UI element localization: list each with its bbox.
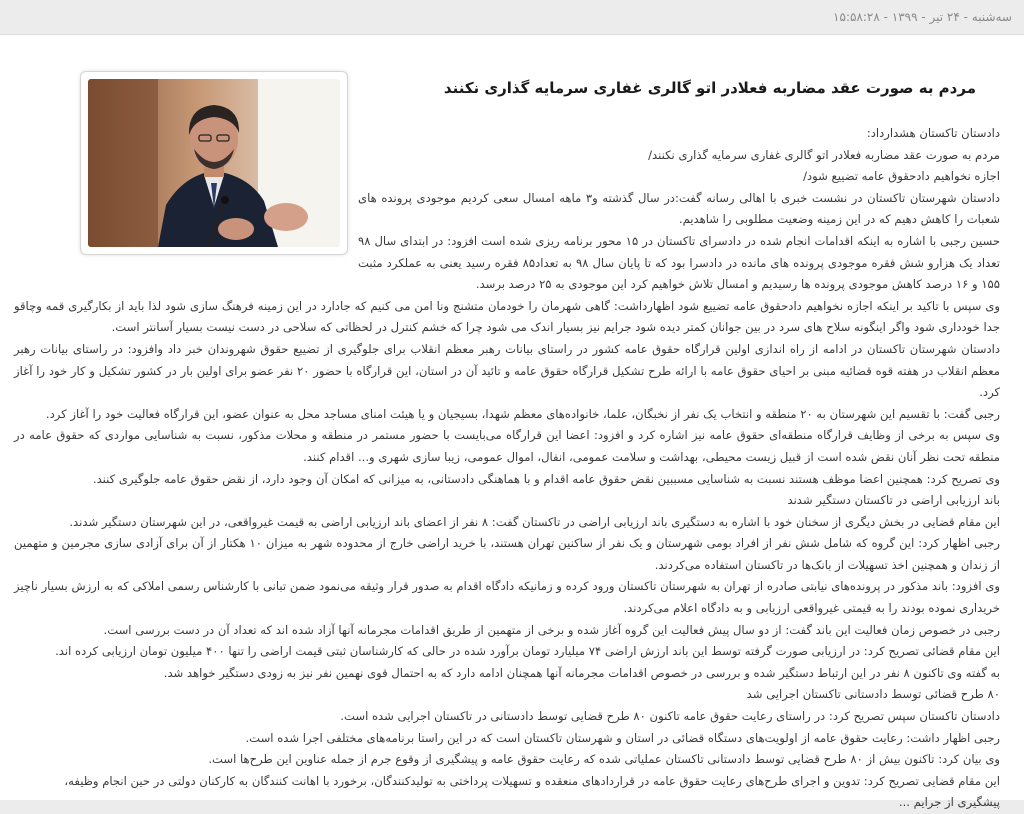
- article-card: [0, 34, 1024, 810]
- paragraph: وی بیان کرد: تاکنون بیش از ۸۰ طرح قضایی توسط دادستانی تاکستان عملیاتی شده که رعایت حقوق عامه و پیشگیری از وقوع جرم از جمله عناوین این طرح‌ها است.: [208, 752, 1000, 767]
- subheading: باند ارزیابی اراضی در تاکستان دستگیر شدند: [787, 493, 1000, 508]
- paragraph: پیشگیری از جرایم ...: [898, 795, 1000, 810]
- paragraph: وی سپس به برخی از وظایف قرارگاه منطقه‌ای حقوق عامه نیز اشاره کرد و افزود: اعضا این قرارگاه می‌بایست با حضور مستمر در منطقه و محلات مذکور، نسبت به شناسایی مواردی که حقوق عامه در منطقه تحت نظر آنان نقض شده است از قبیل زیست محیطی، بهداشت و سلامت عمومی، انفال، اموال عمومی، زیبا سازی شهری و... اقدام کنند.: [14, 428, 1000, 464]
- paragraph: وی افزود: باند مذکور در پرونده‌های نیابتی صادره از تهران به شهرستان تاکستان ورود کرده و زمانیکه دادگاه اقدام به صدور قرار وثیقه می‌نمود ضمن تبانی با کارشناس رسمی املاکی که به ارزش بسیار ناچیز خریداری نموده بودند را به قیمتی غیرواقعی ارزیابی و به دادگاه اعلام می‌کردند.: [14, 579, 1000, 616]
- paragraph: این مقام قضایی در بخش دیگری از سخنان خود با اشاره به دستگیری باند ارزیابی اراضی در تاکستان گفت: ۸ نفر از اعضای باند ارزیابی اراضی به قیمت غیرواقعی، در این شهرستان دستگیر شدند.: [69, 514, 1000, 529]
- paragraph: دادستان شهرستان تاکستان در نشست خبری با اهالی رسانه گفت:در سال گذشته و۳ ماهه امسال سعی کردیم موجودی پرونده های شعبات را کاهش دهیم که در این زمینه وضعیت مطلوبی را شاهدیم.: [358, 190, 1000, 227]
- paragraph: رجبی اظهار داشت: رعایت حقوق عامه از اولویت‌های دستگاه قضائی در استان و شهرستان تاکستان است که در این راستا برنامه‌های مختلفی اجرا شده است.: [245, 730, 1000, 745]
- subheading: ۸۰ طرح قضائی توسط دادستانی تاکستان اجرایی شد: [746, 687, 1000, 702]
- paragraph: وی تصریح کرد: همچنین اعضا موظف هستند نسبت به شناسایی مسببین نقض حقوق عامه اقدام و با هماهنگی دادستانی، به میزانی که امکان آن وجود دارد، از نقض حقوق عامه جلوگیری کنند.: [92, 471, 1000, 486]
- paragraph: دادستان تاکستان سپس تصریح کرد: در راستای رعایت حقوق عامه تاکنون ۸۰ طرح قضایی توسط دادستانی در تاکستان اجرایی شده است.: [340, 709, 1000, 724]
- date-bar: [0, 0, 1024, 34]
- paragraph: این مقام قضایی تصریح کرد: تدوین و اجرای طرح‌های رعایت حقوق عامه در قراردادهای منعقده و تسهیلات پرداختی به تولیدکنندگان، برخورد با اهانت کنندگان به کارکنان دولتی در حین انجام وظیفه،: [64, 773, 1000, 788]
- paragraph: اجازه نخواهیم دادحقوق عامه تضییع شود/: [803, 169, 1000, 184]
- paragraph: رجبی گفت: با تقسیم این شهرستان به ۲۰ منطقه و انتخاب یک نفر از نخبگان، علما، خانواده‌های معظم شهدا، بسیجیان و یا هیئت امنای مساجد محل به عنوان عضو، این قرارگاه فعالیت خود را آغاز کرد.: [45, 406, 1000, 421]
- paragraph: رجبی در خصوص زمان فعالیت این باند گفت: از دو سال پیش فعالیت این گروه آغاز شده و برخی از متهمین از طریق اقدامات مجرمانه آنها آزاد شده اند که تعداد آن در دست بررسی است.: [103, 622, 1000, 637]
- paragraph: این مقام قضائی تصریح کرد: در ارزیابی صورت گرفته توسط این باند ارزش اراضی ۷۴ میلیارد تومان برآورد شده در حالی که کارشناسان ثبتی قیمت اراضی را تنها ۴۰۰ میلیون تومان ارزیابی کرده اند.: [55, 644, 1000, 659]
- paragraph: رجبی اظهار کرد: این گروه که شامل شش نفر از افراد بومی شهرستان و یک نفر از ساکنین تهران هستند، با خرید اراضی خارج از محدوده شهر به میزان ۱۰ هکتار از آن برای آزادی سازی مجرمین و متهمین از زندان و همچنین اخذ تسهیلات از بانک‌ها در تاکستان استفاده می‌کردند.: [14, 536, 1000, 572]
- paragraph: حسین رجبی با اشاره به اینکه اقدامات انجام شده در دادسرای تاکستان در ۱۵ محور برنامه ریزی شده است افزود: در ابتدای سال ۹۸ تعداد یک هزارو شش فقره موجودی پرونده های مانده در دادسرا بود که تا پایان سال ۹۸ به تعداد۸۵ فقره رسید یعنی به عملکرد مثبت ۱۵۵ و ۱۶ درصد کاهش موجودی پرونده ها رسیدیم و امسال تلاش خواهیم کرد این موجودی به ۲۵ درصد برسد.: [358, 233, 1000, 292]
- paragraph: به گفته وی تاکنون ۸ نفر در این ارتباط دستگیر شده و بررسی در خصوص اقدامات مجرمانه آنها همچنان ادامه دارد که به احتمال قوی نهمین نفر نیز به زودی دستگیر خواهد شد.: [163, 665, 1000, 680]
- article-intro: [358, 123, 1000, 296]
- article-body: [14, 123, 1000, 814]
- article-title: مردم به صورت عقد مضاربه فعلادر اتو گالری غفاری سرمایه گذاری نکنند: [443, 79, 976, 97]
- paragraph: وی سپس با تاکید بر اینکه اجازه نخواهیم دادحقوق عامه تضییع شود اظهارداشت: گاهی شهرمان را خودمان متشنج ونا امن می کنیم که جادارد در این زمینه فرهنگ سازی شود لذا باید از بکارگیری قمه وچاقو جدا خودداری شود واگر اینگونه سلاح های سرد در بین جوانان کمتر دیده شود جرایم نیز بسیار اندک می شود چرا که خشم کنترل در لحظاتی که سلاحی در دست نیست بسیار آسانتر است.: [14, 298, 1000, 335]
- current-date: سه‌شنبه - ۲۴ تیر - ۱۳۹۹ - ۱۵:۵۸:۲۸: [833, 10, 1012, 24]
- paragraph: مردم به صورت عقد مضاربه فعلادر اتو گالری غفاری سرمایه گذاری نکنند/: [648, 147, 1000, 162]
- paragraph: دادستان تاکستان هشدارداد:: [866, 126, 1000, 140]
- paragraph: دادستان شهرستان تاکستان در ادامه از راه اندازی اولین قرارگاه حقوق عامه کشور در راستای بیانات رهبر معظم انقلاب برای جلوگیری از تضییع حقوق شهروندان خبر داد وافزود: در راستای بیانات رهبر معظم انقلاب در هفته قوه قضائیه مبنی بر احیای حقوق عامه با ارائه طرح تشکیل قرارگاه حقوق عامه و تائید آن در استان، این قرارگاه با حضور ۲۰ نفر عضو برای اولین بار در کشور تشکیل و کار خود را آغاز کرد.: [14, 341, 1000, 400]
